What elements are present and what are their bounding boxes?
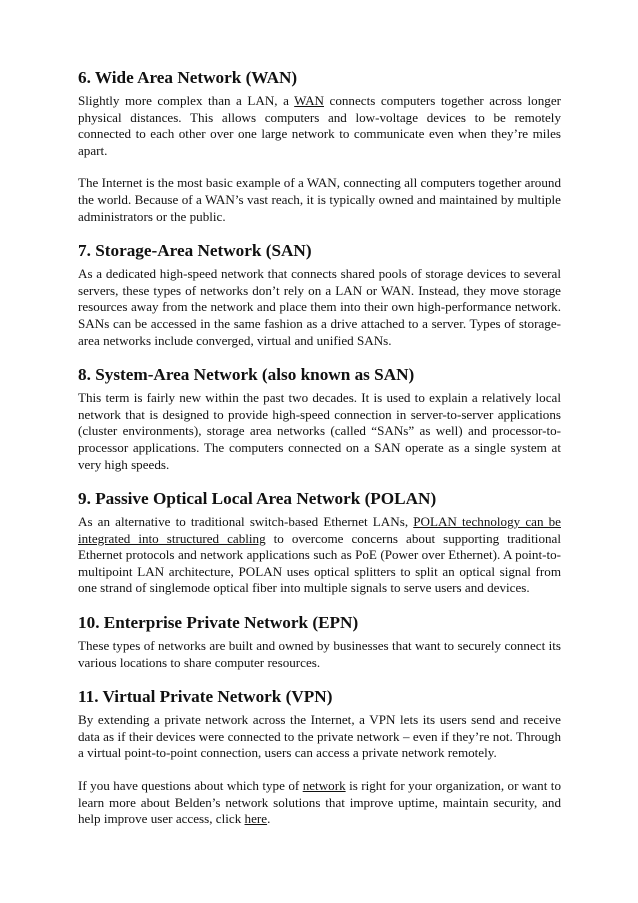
paragraph-enterprise-private-network: These types of networks are built and owned by businesses that want to securely connect its various locations to share computer resources. — [78, 638, 561, 670]
text-span: connects computers together across longer physical distances. This allows computers and low-voltage devices to be remotely connected to each other over one large network to communicate even when they’re miles apart. — [78, 93, 561, 158]
section-polan — [78, 489, 561, 597]
paragraph-wan-internet: The Internet is the most basic example of a WAN, connecting all computers together around the world. Because of a WAN’s vast reach, it is typically owned and maintained by multiple administrators or the public. — [78, 175, 561, 224]
text-span: If you have questions about which type of — [78, 778, 303, 794]
paragraph-wan-intro — [78, 93, 561, 159]
heading-vpn: 11. Virtual Private Network (VPN) — [78, 687, 333, 707]
paragraph-closing — [78, 778, 561, 828]
text-span: to overcome concerns about supporting traditional Ethernet protocols and network applications such as PoE (Power over Ethernet). A point-to-multipoint LAN architecture, POLAN uses optical splitters to split an optical signal from one strand of singlemode optical fiber into multiple signals to serve users and devices. — [78, 530, 561, 596]
text-span: As an alternative to traditional switch-based Ethernet LANs, — [78, 514, 414, 530]
paragraph-storage-area-network: As a dedicated high-speed network that connects shared pools of storage devices to several servers, these types of networks don’t rely on a LAN or WAN. Instead, they move storage resources away from the network and place them into their own high-performance network. SANs can be accessed in the same fashion as a drive attached to a server. Types of storage-area networks include converged, virtual and unified SANs. — [78, 266, 561, 348]
section-wan — [78, 68, 561, 225]
paragraph-vpn: By extending a private network across the Internet, a VPN lets its users send and receive data as if their devices were connected to the private network – even if they’re not. Through a virtual point-to-point connection, users can access a private network remotely. — [78, 712, 561, 761]
heading-enterprise-private-network: 10. Enterprise Private Network (EPN) — [78, 613, 359, 633]
section-storage-area-network — [78, 241, 561, 349]
text-span: is right for your organization, or want to learn more about Belden’s network solutions that improve uptime, maintain security, and help improve user access, click — [78, 778, 561, 827]
text-span: Slightly more complex than a LAN, a — [78, 93, 295, 108]
heading-wan: 6. Wide Area Network (WAN) — [78, 68, 298, 87]
paragraph-polan — [78, 514, 561, 597]
heading-polan: 9. Passive Optical Local Area Network (POLAN) — [78, 489, 437, 509]
wan-link[interactable]: WAN — [294, 93, 324, 108]
network-link[interactable]: network — [302, 778, 346, 794]
paragraph-system-area-network: This term is fairly new within the past two decades. It is used to explain a relatively local network that is designed to provide high-speed connection in server-to-server applications (cluster environments), storage area networks (called “SANs” as well) and processor-to-processor applications. The computers connected on a SAN operate as a single system at very high speeds. — [78, 390, 561, 472]
section-enterprise-private-network — [78, 613, 561, 671]
text-span: . — [267, 811, 271, 827]
here-link[interactable]: here — [244, 811, 268, 827]
section-system-area-network — [78, 365, 561, 473]
document-page — [78, 68, 561, 828]
polan-structured-cabling-link[interactable]: POLAN technology can be integrated into structured cabling — [78, 514, 561, 546]
heading-system-area-network: 8. System-Area Network (also known as SAN) — [78, 365, 415, 385]
section-vpn — [78, 687, 561, 828]
heading-storage-area-network: 7. Storage-Area Network (SAN) — [78, 241, 312, 261]
